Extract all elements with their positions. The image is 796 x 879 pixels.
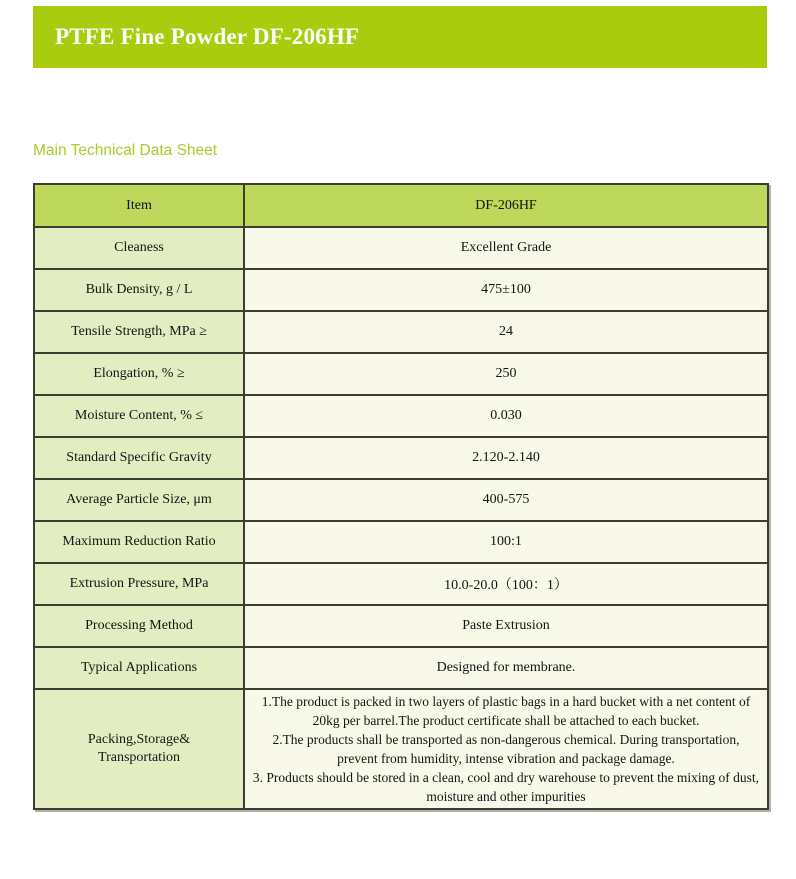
- table-row: [34, 395, 768, 437]
- banner: [33, 6, 767, 68]
- packing-paragraph: 1.The product is packed in two layers of plastic bags in a hard bucket with a net content of 20kg per barrel.The product certificate shall be attached to each bucket.: [261, 694, 751, 728]
- section-heading: Main Technical Data Sheet: [33, 142, 218, 159]
- value-column-header: DF-206HF: [244, 184, 768, 227]
- packing-paragraph: 2.The products shall be transported as non-dangerous chemical. During transportation, prevent from humidity, intense vibration and package damage.: [272, 732, 740, 766]
- value-cell: 2.120-2.140: [244, 437, 768, 479]
- item-cell: Maximum Reduction Ratio: [34, 521, 244, 563]
- table-row: [34, 353, 768, 395]
- table-row: [34, 269, 768, 311]
- packing-item-label: [41, 731, 237, 767]
- item-cell: Extrusion Pressure, MPa: [34, 563, 244, 605]
- value-cell: 400-575: [244, 479, 768, 521]
- value-cell: Paste Extrusion: [244, 605, 768, 647]
- item-cell: Bulk Density, g / L: [34, 269, 244, 311]
- item-cell-packing: [34, 689, 244, 809]
- item-cell: Elongation, % ≥: [34, 353, 244, 395]
- value-cell: 0.030: [244, 395, 768, 437]
- value-cell: Excellent Grade: [244, 227, 768, 269]
- value-cell: Designed for membrane.: [244, 647, 768, 689]
- table-row: [34, 311, 768, 353]
- value-cell-packing: [244, 689, 768, 809]
- item-cell: Standard Specific Gravity: [34, 437, 244, 479]
- item-cell: Moisture Content, % ≤: [34, 395, 244, 437]
- table-row: [34, 227, 768, 269]
- packing-item-line: Transportation: [98, 750, 180, 765]
- item-cell: Processing Method: [34, 605, 244, 647]
- item-cell: Typical Applications: [34, 647, 244, 689]
- value-cell: 250: [244, 353, 768, 395]
- table-header-row: [34, 184, 768, 227]
- packing-item-line: Packing,Storage&: [87, 732, 191, 747]
- table-row: [34, 479, 768, 521]
- item-cell: Cleaness: [34, 227, 244, 269]
- technical-data-table: [33, 183, 769, 810]
- table-row: [34, 647, 768, 689]
- table-row-packing: [34, 689, 768, 809]
- item-cell: Tensile Strength, MPa ≥: [34, 311, 244, 353]
- item-cell: Average Particle Size, μm: [34, 479, 244, 521]
- table-row: [34, 563, 768, 605]
- page-title: PTFE Fine Powder DF-206HF: [55, 24, 360, 49]
- value-cell: 24: [244, 311, 768, 353]
- packing-paragraph: 3. Products should be stored in a clean, cool and dry warehouse to prevent the mixing of dust, moisture and other impurities: [252, 770, 760, 804]
- table-row: [34, 521, 768, 563]
- value-cell: 475±100: [244, 269, 768, 311]
- value-cell: 10.0-20.0（100：1）: [244, 563, 768, 605]
- item-column-header: Item: [34, 184, 244, 227]
- table-row: [34, 605, 768, 647]
- value-cell: 100:1: [244, 521, 768, 563]
- table-row: [34, 437, 768, 479]
